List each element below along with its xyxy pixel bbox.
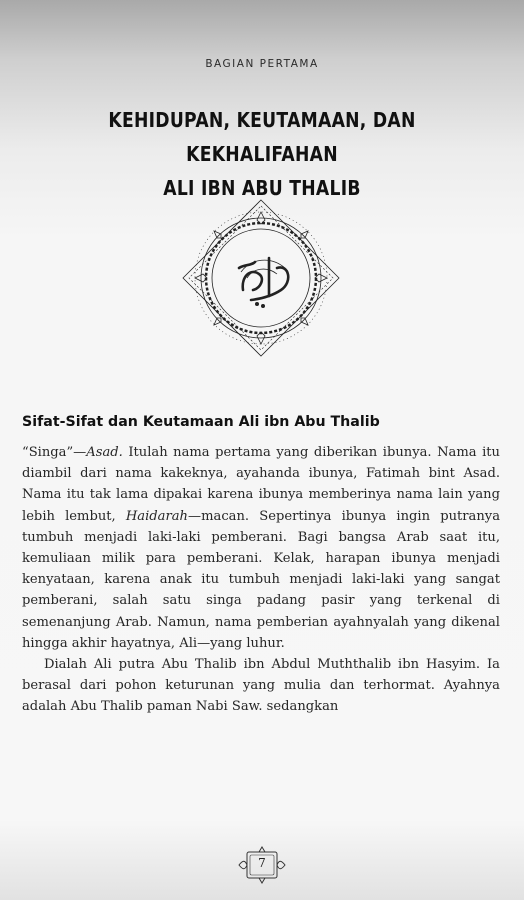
- italic-term-asad: Asad.: [86, 445, 123, 460]
- paragraph-2: Dialah Ali putra Abu Thalib ibn Abdul Muththalib ibn Hasyim. Ia berasal dari pohon keturunan yang mulia dan terhormat. Ayahnya adalah Abu Thalib paman Nabi Saw. sedangkan: [22, 657, 500, 715]
- text-span: “Singa”—: [22, 445, 87, 460]
- section-heading: Sifat-Sifat dan Keutamaan Ali ibn Abu Thalib: [22, 414, 380, 430]
- body-text: [22, 442, 500, 718]
- paragraph-1: [22, 442, 500, 654]
- chapter-title: [37, 103, 488, 205]
- page-number: 7: [258, 856, 266, 870]
- text-span: —macan. Sepertinya ibunya ingin putranya tumbuh menjadi laki-laki pemberani. Bagi bangsa Arab saat itu, kemuliaan milik para pemberani. Kelak, harapan ibunya menjadi kenyataan, karena anak itu tumbuh menjadi laki-laki yang sangat pemberani, salah satu singa padang pasir yang terkenal di semenanjung Arab. Namun, nama pemberian ayahnyalah yang dikenal hingga akhir hayatnya, Ali—yang luhur.: [22, 508, 500, 651]
- text-span: Itulah nama pertama yang diberikan ibunya. Nama itu diambil dari nama kakeknya, ayahanda ibunya, Fatimah bint Asad. Nama itu tak lama dipakai karena ibunya memberinya nama lain yang lebih lembut,: [22, 445, 500, 524]
- part-label: BAGIAN PERTAMA: [205, 58, 319, 70]
- chapter-title-line-2: ALI IBN ABU THALIB: [163, 176, 361, 200]
- italic-term-haidarah: Haidarah: [125, 508, 188, 524]
- page-number-badge: [237, 846, 287, 884]
- chapter-title-line-1: KEHIDUPAN, KEUTAMAAN, DAN KEKHALIFAHAN: [108, 108, 416, 166]
- calligraphy-medallion-icon: [181, 198, 341, 358]
